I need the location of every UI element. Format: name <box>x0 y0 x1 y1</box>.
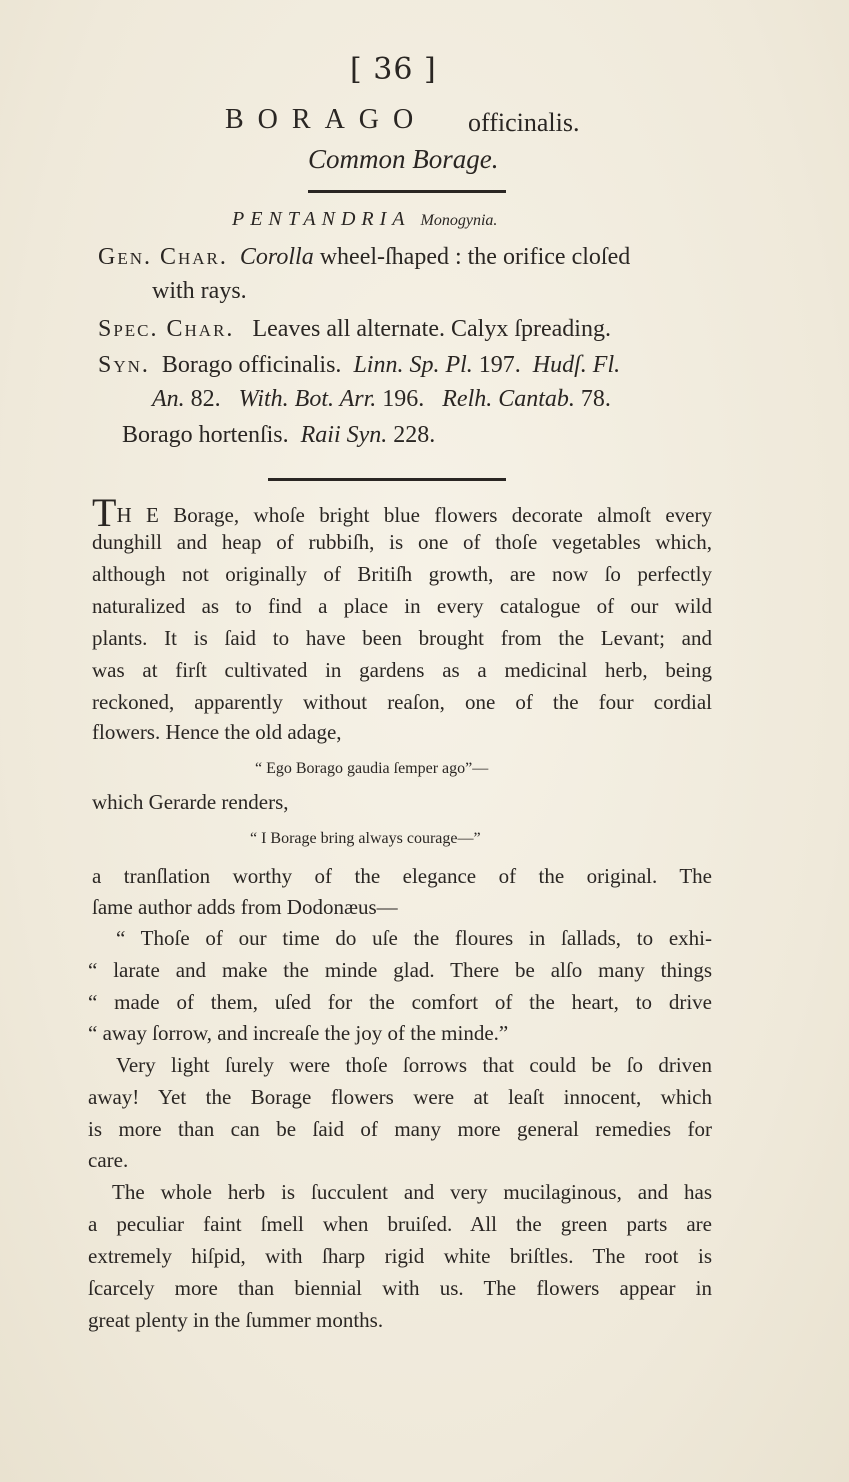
body-line-5: plants. It is ſaid to have been brought from the Levant; and <box>92 626 712 650</box>
body-line-12: “ Thoſe of our time do uſe the floures in ſallads, to exhi- <box>116 926 712 950</box>
gen-char-line-2: with rays. <box>152 278 247 304</box>
body-line-11: ſame author adds from Dodonæus— <box>92 895 398 919</box>
body-line-21: a peculiar faint ſmell when bruiſed. All the green parts are <box>88 1212 712 1236</box>
species-name: officinalis. <box>468 108 580 137</box>
syn-2-num2: 196. <box>382 386 425 412</box>
body-line-23: ſcarcely more than biennial with us. The flowers appear in <box>88 1276 712 1300</box>
body-line-10: a tranſlation worthy of the elegance of the original. The <box>92 864 712 888</box>
synonym-line-3 <box>122 422 435 449</box>
body-line-8: flowers. Hence the old adage, <box>92 720 342 744</box>
syn-3-num: 228. <box>393 422 436 448</box>
body-line-13: “ larate and make the minde glad. There be alſo many things <box>88 958 712 982</box>
synonym-line-1 <box>98 352 620 379</box>
syn-2-num1: 82. <box>190 386 221 412</box>
body-line-20: The whole herb is ſucculent and very mucilaginous, and has <box>112 1180 712 1204</box>
class-name: PENTANDRIA <box>232 208 411 230</box>
syn-2-ref1: An. <box>152 386 185 412</box>
body-line-4: naturalized as to find a place in every catalogue of our wild <box>92 594 712 618</box>
syn-2-num3: 78. <box>580 386 611 412</box>
body-line-24: great plenty in the ſummer months. <box>88 1308 384 1332</box>
order-name: Monogynia. <box>420 212 498 229</box>
body-line-22: extremely hiſpid, with ſharp rigid white briſtles. The root is <box>88 1244 712 1268</box>
title-rule <box>308 190 506 193</box>
gen-char-italic: Corolla <box>239 244 314 270</box>
genus-name: BORAGO <box>225 104 428 135</box>
synonym-line-2 <box>152 386 611 413</box>
page-number: [ 36 ] <box>350 52 437 87</box>
spec-char-label: Spec. Char. <box>98 316 235 342</box>
gen-char-label: Gen. Char. <box>98 244 228 270</box>
gen-char-text: wheel-ſhaped : the orifice cloſed <box>319 244 631 270</box>
syn-1-ref1: Linn. Sp. Pl. <box>353 352 473 378</box>
body-line-19: care. <box>88 1148 129 1172</box>
syn-3-name: Borago hortenſis. <box>122 422 289 448</box>
body-line-16: Very light ſurely were thoſe ſorrows that could be ſo driven <box>116 1053 712 1077</box>
syn-1-ref2: Hudſ. Fl. <box>532 352 621 378</box>
body-line-9: which Gerarde renders, <box>92 790 289 814</box>
classification-line <box>232 208 497 231</box>
body-text-1: H E Borage, whoſe bright blue flowers decorate almoſt every <box>116 503 712 527</box>
body-line-1 <box>92 490 712 535</box>
syn-1-num1: 197. <box>478 352 521 378</box>
body-line-6: was at firſt cultivated in gardens as a medicinal herb, being <box>92 658 712 682</box>
body-line-17: away! Yet the Borage flowers were at leaſt innocent, which <box>88 1085 712 1109</box>
syn-2-ref3: Relh. Cantab. <box>442 386 575 412</box>
gen-char-line <box>98 244 630 271</box>
common-name: Common Borage. <box>308 144 499 174</box>
spec-char-line <box>98 316 611 343</box>
syn-label: Syn. <box>98 352 150 378</box>
section-rule <box>268 478 506 481</box>
quote-english: “ I Borage bring always courage—” <box>250 830 481 847</box>
spec-char-text: Leaves all alternate. Calyx ſpreading. <box>252 316 611 342</box>
body-line-3: although not originally of Britiſh growth, are now ſo perfectly <box>92 562 712 586</box>
syn-1-name: Borago officinalis. <box>161 352 342 378</box>
syn-3-ref: Raii Syn. <box>300 422 388 448</box>
body-line-15: “ away ſorrow, and increaſe the joy of the minde.” <box>88 1021 509 1045</box>
body-line-14: “ made of them, uſed for the comfort of the heart, to drive <box>88 990 712 1014</box>
body-line-7: reckoned, apparently without reaſon, one of the four cordial <box>92 690 712 714</box>
quote-latin: “ Ego Borago gaudia ſemper ago”— <box>255 760 489 777</box>
body-line-18: is more than can be ſaid of many more general remedies for <box>88 1117 712 1141</box>
drop-cap: T <box>92 490 117 535</box>
body-line-2: dunghill and heap of rubbiſh, is one of thoſe vegetables which, <box>92 530 712 554</box>
syn-2-ref2: With. Bot. Arr. <box>238 386 377 412</box>
